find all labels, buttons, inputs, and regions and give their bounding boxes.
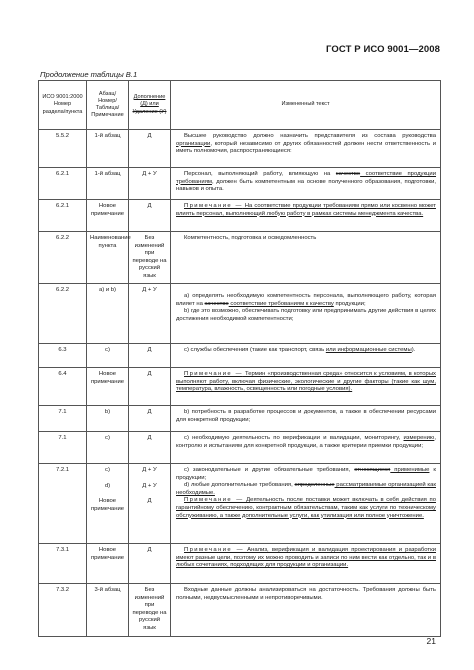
added-text: На соответствие продукции требованиям прямо или косвенно может влиять персонал, выполняющий любую работу в рамках системы менеджмента качества. <box>176 203 436 217</box>
clause-number: 5.5.2 <box>39 130 87 168</box>
text-run: а) определять необходимую компетентность персонала, выполняющего работу, которая влияет на <box>176 293 436 307</box>
added-text: измерению <box>403 435 435 442</box>
table-row <box>39 168 441 200</box>
header-modified-text: Измененный текст <box>171 81 441 130</box>
text-run: Компетентность, подготовка и осведомленность <box>184 235 317 241</box>
deleted-text: относящиеся <box>354 467 391 474</box>
table-row <box>39 464 441 544</box>
text-run: Входные данные должны анализироваться на достаточность. Требования должны быть полными, недвусмысленными и непротиворечивыми. <box>176 587 436 601</box>
paragraph-ref: с) <box>87 432 129 464</box>
paragraph-ref: а) и b) <box>87 284 129 344</box>
change-type: Д + У <box>129 284 171 344</box>
change-type: Д <box>129 344 171 368</box>
text-run: b) где это возможно, обеспечивать подготовку или предпринимать другие действия в целях достижения необходимой компетентности; <box>176 308 436 322</box>
deleted-text: качество <box>204 300 229 307</box>
added-text: организации <box>176 140 211 147</box>
text-run: , должен быть компетентным на основе полученного образования, подготовки, навыков и опыта. <box>176 178 436 193</box>
header-clause-number: ИСО 9001:2000 Номер раздела/пункта <box>39 81 87 130</box>
paragraph-ref: b) <box>87 406 129 432</box>
paragraph-ref: Наименование пункта <box>87 232 129 284</box>
modified-text <box>171 200 441 232</box>
added-text: Термин «производственная среда» относится к условиям, в которых выполняют работу, включая физические, экологические и другие факторы (такие как шум, температура, влажность, освещенность или погодные условия). <box>176 371 436 393</box>
modified-text <box>171 344 441 368</box>
change-type: Без изменений при переводе на русский язык <box>129 232 171 284</box>
header-change-type <box>129 81 171 130</box>
clause-number: 6.4 <box>39 368 87 406</box>
text-run: к продукции; <box>176 467 436 481</box>
text-run: d) любые дополнительные требования, <box>184 482 295 489</box>
modified-text <box>171 130 441 168</box>
paragraph-ref: 3-й абзац <box>87 584 129 636</box>
added-text: рассматриваемые организацией как необходимые. <box>176 482 436 496</box>
change-type: Д <box>129 432 171 464</box>
text-run: , контролю и испытаниям для конкретной продукции, а также критерии приемки продукции; <box>176 435 436 449</box>
text-run: Персонал, выполняющий работу, влияющую на <box>184 171 336 177</box>
modified-text <box>171 368 441 406</box>
table-row <box>39 432 441 464</box>
document-code: ГОСТ Р ИСО 9001—2008 <box>326 44 440 55</box>
table-row <box>39 200 441 232</box>
clause-number: 7.1 <box>39 406 87 432</box>
modified-text <box>171 432 441 464</box>
modified-text <box>171 406 441 432</box>
clause-number: 6.2.2 <box>39 284 87 344</box>
note-lead: Примечание — <box>184 497 244 504</box>
paragraph-ref: с) <box>87 344 129 368</box>
paragraph-ref: Новое примечание <box>87 200 129 232</box>
table-continuation-caption: Продолжение таблицы В.1 <box>40 70 138 79</box>
change-type: Д <box>129 544 171 584</box>
change-type: Д <box>129 200 171 232</box>
table-row <box>39 130 441 168</box>
change-type-note: Д <box>147 498 152 505</box>
text-run: с) службы обеспечения (такие как транспорт, связь <box>184 347 326 354</box>
header-deletion: Удаление (У) <box>132 108 167 115</box>
added-text: Деятельность после поставки может включать в себя действия по гарантийному обеспечению, контрактным обязательствам, таким как услуги по техническому обслуживанию, а также дополнительные услуги, как утилизация или полное уничтожение. <box>176 497 436 519</box>
change-type: Д <box>129 406 171 432</box>
modified-text <box>171 584 441 636</box>
deleted-text: качество <box>335 171 361 177</box>
change-type-c: Д + У <box>142 467 157 474</box>
paragraph-ref <box>87 464 129 544</box>
header-paragraph: Абзац/ Номер/ Таблица/ Примечание <box>87 81 129 130</box>
table-row <box>39 284 441 344</box>
added-text: применимые <box>390 467 430 474</box>
added-text: или информационные системы <box>325 347 412 354</box>
added-text: соответствие продукции требованиям <box>176 171 437 185</box>
change-type: Д <box>129 368 171 406</box>
paragraph-ref: Новое примечание <box>87 368 129 406</box>
change-type-d: Д + У <box>142 482 157 489</box>
text-run: ). <box>411 347 416 354</box>
header-addition: Дополнение (Д) или <box>133 94 166 108</box>
modified-text <box>171 284 441 344</box>
change-type: Без изменений при переводе на русский язык <box>129 584 171 636</box>
modified-text <box>171 544 441 584</box>
paragraph-ref-note: Новое примечание <box>90 498 125 512</box>
clause-number: 7.2.1 <box>39 464 87 544</box>
clause-number: 6.2.1 <box>39 200 87 232</box>
modified-text <box>171 168 441 200</box>
change-type: Д + У <box>129 168 171 200</box>
modified-text <box>171 232 441 284</box>
table-row <box>39 232 441 284</box>
note-lead: Примечание — <box>184 371 243 378</box>
table-row <box>39 344 441 368</box>
modified-text <box>171 464 441 544</box>
clause-number: 6.2.1 <box>39 168 87 200</box>
note-lead: Примечание — <box>184 547 244 554</box>
clause-number: 7.3.2 <box>39 584 87 636</box>
text-run: с) законодательные и другие обязательные требования, <box>184 467 355 474</box>
table-row <box>39 368 441 406</box>
deleted-text: определенные <box>294 482 335 489</box>
note-lead: Примечание — <box>184 203 243 209</box>
text-run: продукции; <box>333 300 366 307</box>
change-type <box>129 464 171 544</box>
change-type: Д <box>129 130 171 168</box>
text-run: Высшее руководство должно назначить представителя из состава руководства <box>184 133 436 139</box>
clause-number: 7.1 <box>39 432 87 464</box>
paragraph-ref-d: d) <box>104 482 111 489</box>
paragraph-ref: 1-й абзац <box>87 130 129 168</box>
table-header-row <box>39 81 441 130</box>
table-row <box>39 584 441 636</box>
page-number: 21 <box>426 636 436 646</box>
paragraph-ref: 1-й абзац <box>87 168 129 200</box>
text-run: с) необходимую деятельность по верификации и валидации, мониторингу, <box>184 435 404 442</box>
table-row <box>39 544 441 584</box>
text-run: b) потребность в разработке процессов и документов, а также в обеспечении ресурсами для конкретной продукции; <box>176 409 436 423</box>
added-text: Анализ, верификация и валидация проектирования и разработки имеют разные цели, поэтому их можно проводить и записи по ним вести как отдельно, так и в любых сочетаниях, подходящих для продукции и организации. <box>176 547 436 569</box>
clause-number: 6.2.2 <box>39 232 87 284</box>
text-run: , который независимо от других обязанностей должен нести ответственность и иметь полномочия, распространяющиеся: <box>176 140 436 155</box>
paragraph-ref-c: с) <box>105 467 110 474</box>
change-table <box>38 80 441 637</box>
clause-number: 7.3.1 <box>39 544 87 584</box>
table-row <box>39 406 441 432</box>
added-text: соответствие требованиям к качеству <box>228 300 334 307</box>
paragraph-ref: Новое примечание <box>87 544 129 584</box>
clause-number: 6.3 <box>39 344 87 368</box>
